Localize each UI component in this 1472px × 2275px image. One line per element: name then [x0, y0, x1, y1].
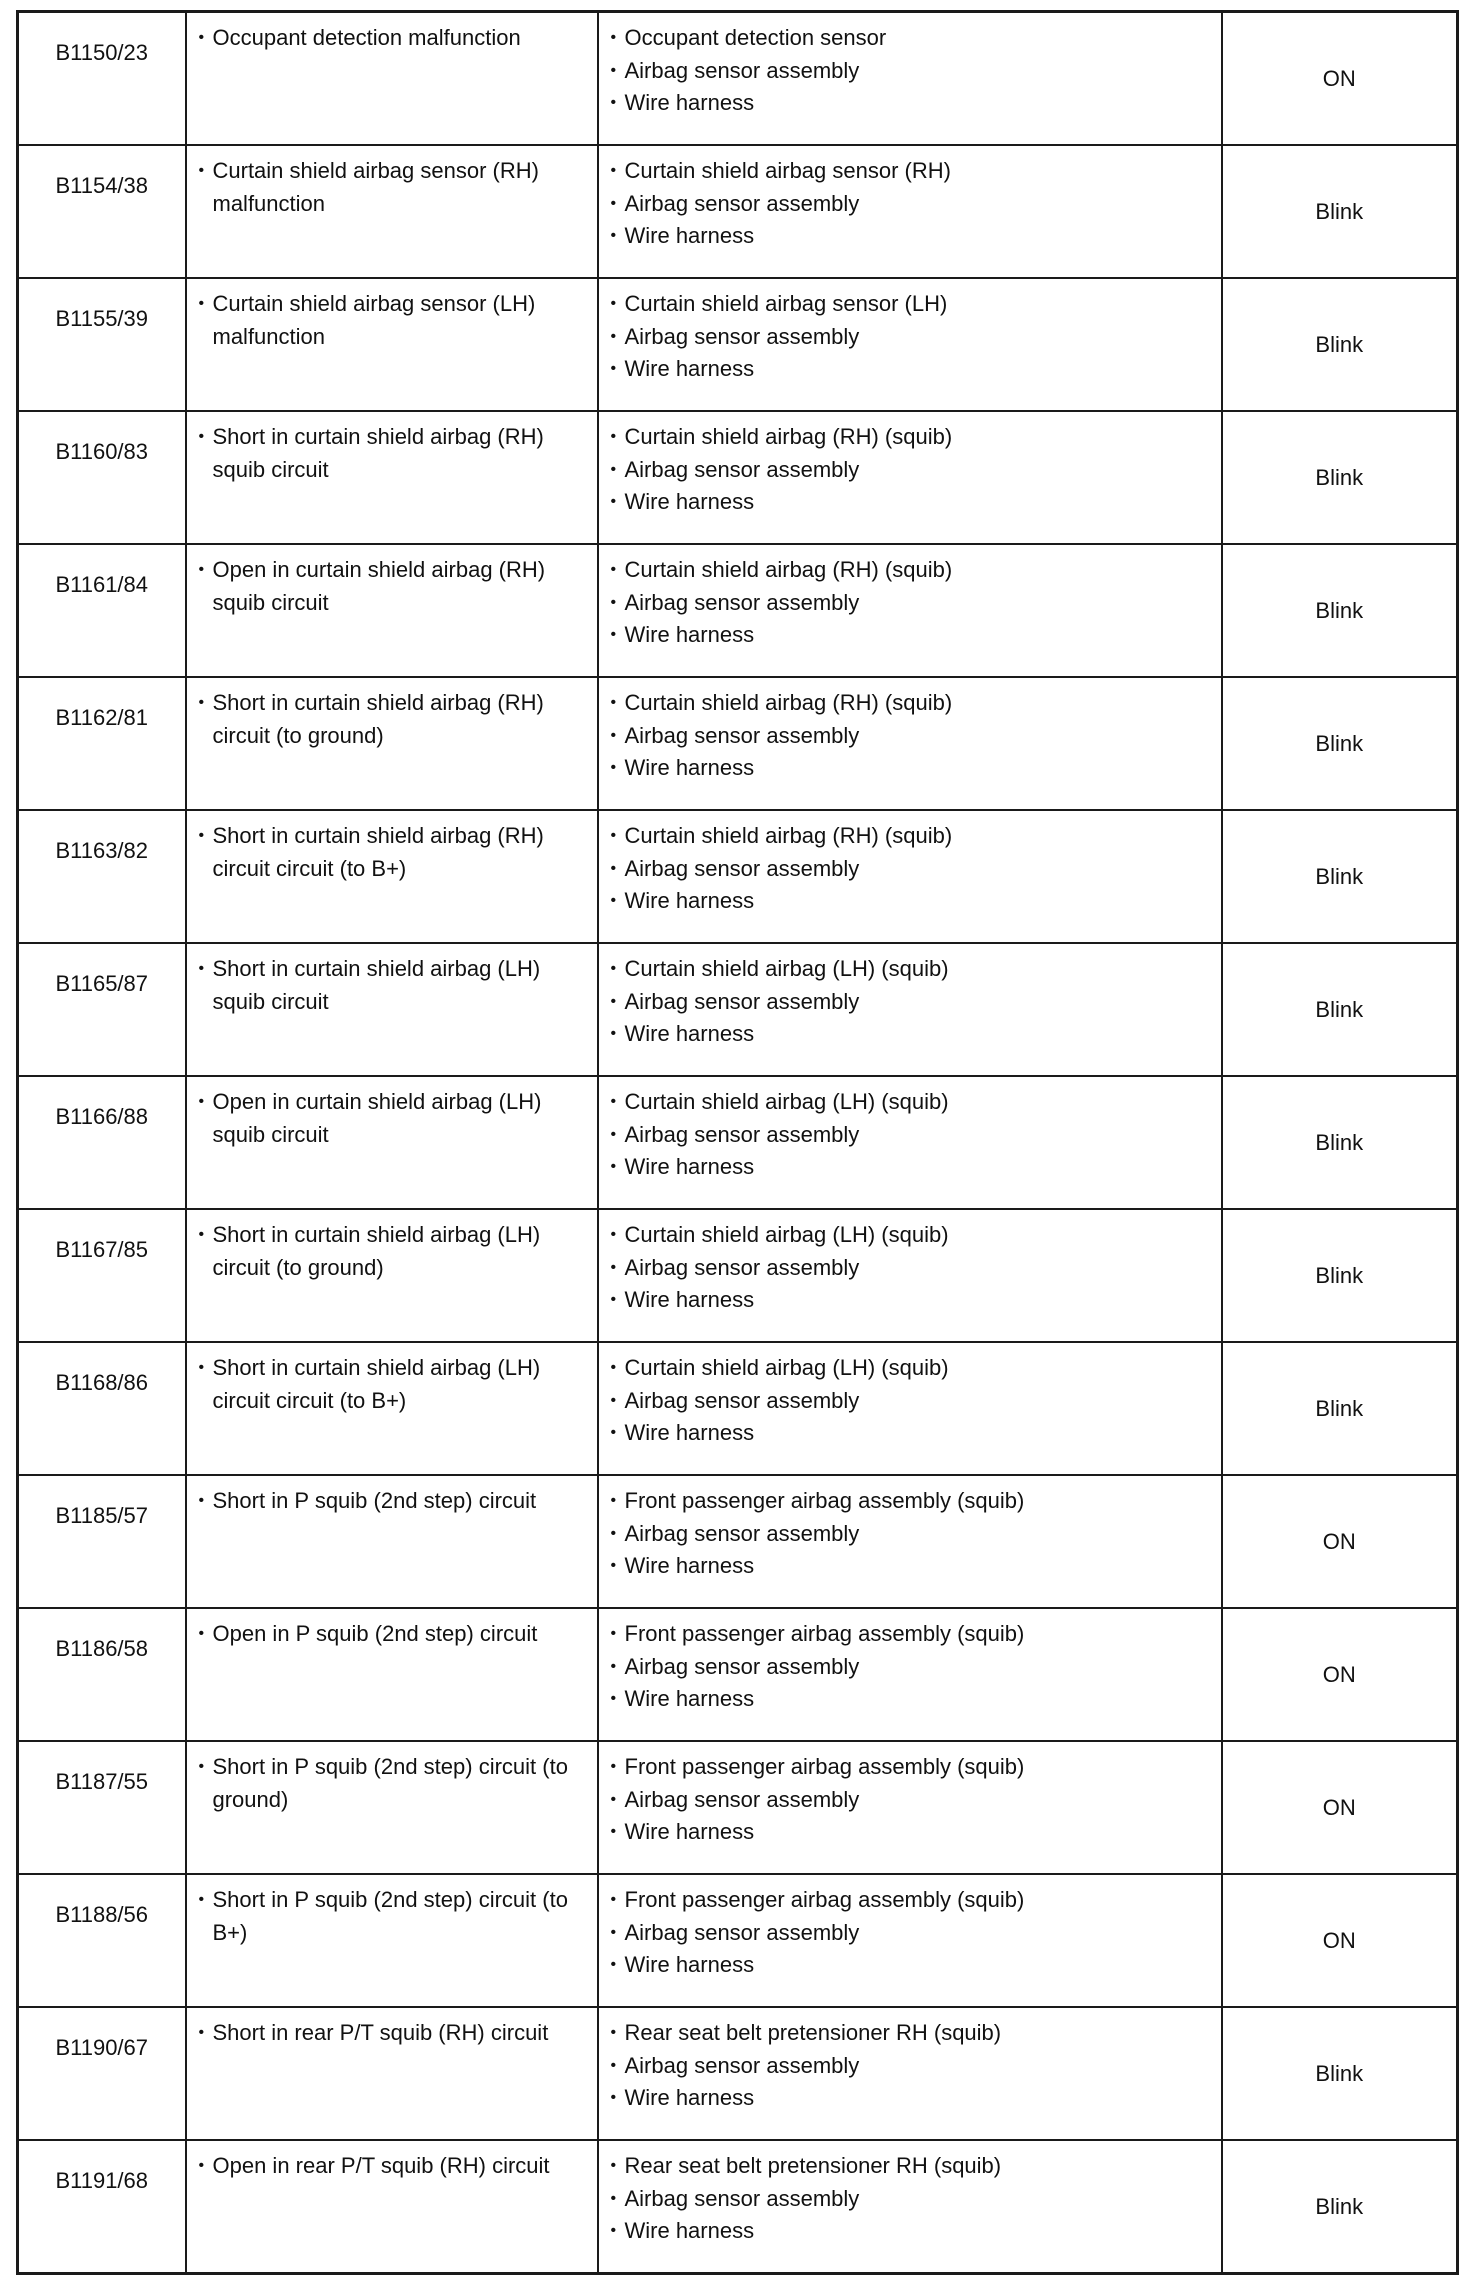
trouble-area-item: • Airbag sensor assembly — [609, 1784, 1213, 1817]
dtc-code-cell: B1150/23 — [18, 12, 186, 146]
detection-condition-text: • Open in P squib (2nd step) circuit — [197, 1618, 589, 1651]
trouble-area-cell — [598, 544, 1222, 677]
trouble-area-cell — [598, 1342, 1222, 1475]
table-row — [18, 1874, 1458, 2007]
trouble-area-item: • Curtain shield airbag sensor (RH) — [609, 155, 1213, 188]
trouble-area-cell — [598, 810, 1222, 943]
dtc-code-cell: B1161/84 — [18, 544, 186, 677]
detection-condition-cell — [186, 1475, 598, 1608]
trouble-area-item: • Rear seat belt pretensioner RH (squib) — [609, 2150, 1213, 2183]
trouble-area-item: • Airbag sensor assembly — [609, 188, 1213, 221]
trouble-area-item: • Front passenger airbag assembly (squib) — [609, 1485, 1213, 1518]
warning-light-status-cell: ON — [1222, 1741, 1458, 1874]
detection-condition-cell — [186, 677, 598, 810]
trouble-area-item: • Wire harness — [609, 752, 1213, 785]
dtc-code-cell: B1188/56 — [18, 1874, 186, 2007]
dtc-table-body — [18, 12, 1458, 2274]
dtc-code-cell: B1163/82 — [18, 810, 186, 943]
table-row — [18, 1342, 1458, 1475]
trouble-area-item: • Wire harness — [609, 1550, 1213, 1583]
detection-condition-cell — [186, 145, 598, 278]
detection-condition-text: • Short in curtain shield airbag (LH) squib circuit — [197, 953, 589, 1018]
dtc-code-cell: B1167/85 — [18, 1209, 186, 1342]
dtc-code-cell: B1166/88 — [18, 1076, 186, 1209]
trouble-area-item: • Airbag sensor assembly — [609, 1651, 1213, 1684]
warning-light-status-cell: Blink — [1222, 1076, 1458, 1209]
dtc-code-cell: B1168/86 — [18, 1342, 186, 1475]
dtc-code-cell: B1191/68 — [18, 2140, 186, 2274]
trouble-area-cell — [598, 12, 1222, 146]
detection-condition-cell — [186, 1608, 598, 1741]
dtc-code-cell: B1185/57 — [18, 1475, 186, 1608]
trouble-area-item: • Curtain shield airbag (RH) (squib) — [609, 554, 1213, 587]
warning-light-status-cell: Blink — [1222, 677, 1458, 810]
table-row — [18, 1741, 1458, 1874]
warning-light-status-cell: ON — [1222, 1475, 1458, 1608]
detection-condition-text: • Short in P squib (2nd step) circuit (to ground) — [197, 1751, 589, 1816]
warning-light-status-cell: Blink — [1222, 2007, 1458, 2140]
warning-light-status-cell: Blink — [1222, 943, 1458, 1076]
trouble-area-cell — [598, 145, 1222, 278]
table-row — [18, 677, 1458, 810]
warning-light-status-cell: Blink — [1222, 145, 1458, 278]
trouble-area-item: • Curtain shield airbag (LH) (squib) — [609, 1086, 1213, 1119]
detection-condition-text: • Short in curtain shield airbag (RH) circuit circuit (to B+) — [197, 820, 589, 885]
table-row — [18, 810, 1458, 943]
detection-condition-text: • Short in P squib (2nd step) circuit — [197, 1485, 589, 1518]
trouble-area-item: • Airbag sensor assembly — [609, 1119, 1213, 1152]
trouble-area-cell — [598, 278, 1222, 411]
trouble-area-item: • Wire harness — [609, 87, 1213, 120]
trouble-area-item: • Airbag sensor assembly — [609, 321, 1213, 354]
detection-condition-cell — [186, 1342, 598, 1475]
trouble-area-cell — [598, 1741, 1222, 1874]
warning-light-status-cell: Blink — [1222, 544, 1458, 677]
detection-condition-text: • Occupant detection malfunction — [197, 22, 589, 55]
trouble-area-item: • Curtain shield airbag (RH) (squib) — [609, 687, 1213, 720]
warning-light-status-cell: Blink — [1222, 278, 1458, 411]
warning-light-status-cell: Blink — [1222, 1342, 1458, 1475]
trouble-area-item: • Airbag sensor assembly — [609, 1252, 1213, 1285]
detection-condition-cell — [186, 1209, 598, 1342]
table-row — [18, 2007, 1458, 2140]
trouble-area-item: • Curtain shield airbag (RH) (squib) — [609, 820, 1213, 853]
warning-light-status-cell: ON — [1222, 1608, 1458, 1741]
table-row — [18, 1608, 1458, 1741]
trouble-area-cell — [598, 1874, 1222, 2007]
detection-condition-text: • Open in curtain shield airbag (RH) squib circuit — [197, 554, 589, 619]
trouble-area-item: • Curtain shield airbag (LH) (squib) — [609, 953, 1213, 986]
trouble-area-cell — [598, 943, 1222, 1076]
dtc-code-cell: B1165/87 — [18, 943, 186, 1076]
warning-light-status-cell: ON — [1222, 12, 1458, 146]
dtc-code-cell: B1160/83 — [18, 411, 186, 544]
table-row — [18, 278, 1458, 411]
detection-condition-text: • Curtain shield airbag sensor (LH) malfunction — [197, 288, 589, 353]
detection-condition-text: • Short in rear P/T squib (RH) circuit — [197, 2017, 589, 2050]
detection-condition-text: • Curtain shield airbag sensor (RH) malfunction — [197, 155, 589, 220]
trouble-area-item: • Airbag sensor assembly — [609, 853, 1213, 886]
trouble-area-cell — [598, 1076, 1222, 1209]
table-row — [18, 12, 1458, 146]
trouble-area-item: • Wire harness — [609, 1018, 1213, 1051]
detection-condition-cell — [186, 1874, 598, 2007]
trouble-area-cell — [598, 1209, 1222, 1342]
trouble-area-item: • Airbag sensor assembly — [609, 454, 1213, 487]
trouble-area-item: • Rear seat belt pretensioner RH (squib) — [609, 2017, 1213, 2050]
dtc-code-cell: B1162/81 — [18, 677, 186, 810]
trouble-area-item: • Wire harness — [609, 353, 1213, 386]
detection-condition-cell — [186, 12, 598, 146]
dtc-code-cell: B1190/67 — [18, 2007, 186, 2140]
table-row — [18, 1475, 1458, 1608]
table-row — [18, 1209, 1458, 1342]
trouble-area-item: • Airbag sensor assembly — [609, 2050, 1213, 2083]
trouble-area-item: • Curtain shield airbag (LH) (squib) — [609, 1352, 1213, 1385]
detection-condition-cell — [186, 1741, 598, 1874]
trouble-area-item: • Airbag sensor assembly — [609, 986, 1213, 1019]
table-row — [18, 1076, 1458, 1209]
trouble-area-cell — [598, 1608, 1222, 1741]
detection-condition-text: • Short in P squib (2nd step) circuit (to B+) — [197, 1884, 589, 1949]
trouble-area-item: • Airbag sensor assembly — [609, 1917, 1213, 1950]
detection-condition-text: • Short in curtain shield airbag (LH) circuit (to ground) — [197, 1219, 589, 1284]
trouble-area-item: • Wire harness — [609, 1816, 1213, 1849]
trouble-area-cell — [598, 2140, 1222, 2274]
detection-condition-cell — [186, 411, 598, 544]
trouble-area-cell — [598, 411, 1222, 544]
trouble-area-cell — [598, 677, 1222, 810]
warning-light-status-cell: Blink — [1222, 411, 1458, 544]
trouble-area-item: • Wire harness — [609, 1284, 1213, 1317]
trouble-area-item: • Wire harness — [609, 1417, 1213, 1450]
table-row — [18, 145, 1458, 278]
dtc-code-cell: B1186/58 — [18, 1608, 186, 1741]
detection-condition-text: • Open in rear P/T squib (RH) circuit — [197, 2150, 589, 2183]
dtc-code-cell: B1187/55 — [18, 1741, 186, 1874]
trouble-area-item: • Curtain shield airbag (RH) (squib) — [609, 421, 1213, 454]
detection-condition-cell — [186, 943, 598, 1076]
detection-condition-cell — [186, 278, 598, 411]
trouble-area-item: • Front passenger airbag assembly (squib) — [609, 1618, 1213, 1651]
detection-condition-cell — [186, 2140, 598, 2274]
trouble-area-item: • Curtain shield airbag sensor (LH) — [609, 288, 1213, 321]
warning-light-status-cell: ON — [1222, 1874, 1458, 2007]
detection-condition-cell — [186, 2007, 598, 2140]
trouble-area-cell — [598, 2007, 1222, 2140]
detection-condition-text: • Short in curtain shield airbag (RH) circuit (to ground) — [197, 687, 589, 752]
trouble-area-item: • Wire harness — [609, 1683, 1213, 1716]
detection-condition-cell — [186, 810, 598, 943]
trouble-area-item: • Wire harness — [609, 885, 1213, 918]
trouble-area-item: • Front passenger airbag assembly (squib) — [609, 1751, 1213, 1784]
detection-condition-text: • Open in curtain shield airbag (LH) squib circuit — [197, 1086, 589, 1151]
detection-condition-cell — [186, 1076, 598, 1209]
dtc-table — [16, 10, 1459, 2275]
trouble-area-item: • Wire harness — [609, 619, 1213, 652]
trouble-area-item: • Wire harness — [609, 486, 1213, 519]
trouble-area-item: • Wire harness — [609, 2215, 1213, 2248]
trouble-area-cell — [598, 1475, 1222, 1608]
detection-condition-text: • Short in curtain shield airbag (RH) squib circuit — [197, 421, 589, 486]
dtc-code-cell: B1154/38 — [18, 145, 186, 278]
trouble-area-item: • Wire harness — [609, 1949, 1213, 1982]
warning-light-status-cell: Blink — [1222, 1209, 1458, 1342]
dtc-code-cell: B1155/39 — [18, 278, 186, 411]
trouble-area-item: • Airbag sensor assembly — [609, 720, 1213, 753]
trouble-area-item: • Wire harness — [609, 220, 1213, 253]
trouble-area-item: • Airbag sensor assembly — [609, 55, 1213, 88]
trouble-area-item: • Airbag sensor assembly — [609, 587, 1213, 620]
detection-condition-cell — [186, 544, 598, 677]
warning-light-status-cell: Blink — [1222, 2140, 1458, 2274]
trouble-area-item: • Airbag sensor assembly — [609, 1385, 1213, 1418]
trouble-area-item: • Airbag sensor assembly — [609, 1518, 1213, 1551]
trouble-area-item: • Wire harness — [609, 1151, 1213, 1184]
detection-condition-text: • Short in curtain shield airbag (LH) circuit circuit (to B+) — [197, 1352, 589, 1417]
table-row — [18, 943, 1458, 1076]
trouble-area-item: • Wire harness — [609, 2082, 1213, 2115]
table-row — [18, 544, 1458, 677]
trouble-area-item: • Front passenger airbag assembly (squib) — [609, 1884, 1213, 1917]
warning-light-status-cell: Blink — [1222, 810, 1458, 943]
trouble-area-item: • Occupant detection sensor — [609, 22, 1213, 55]
trouble-area-item: • Airbag sensor assembly — [609, 2183, 1213, 2216]
table-row — [18, 411, 1458, 544]
trouble-area-item: • Curtain shield airbag (LH) (squib) — [609, 1219, 1213, 1252]
table-row — [18, 2140, 1458, 2274]
